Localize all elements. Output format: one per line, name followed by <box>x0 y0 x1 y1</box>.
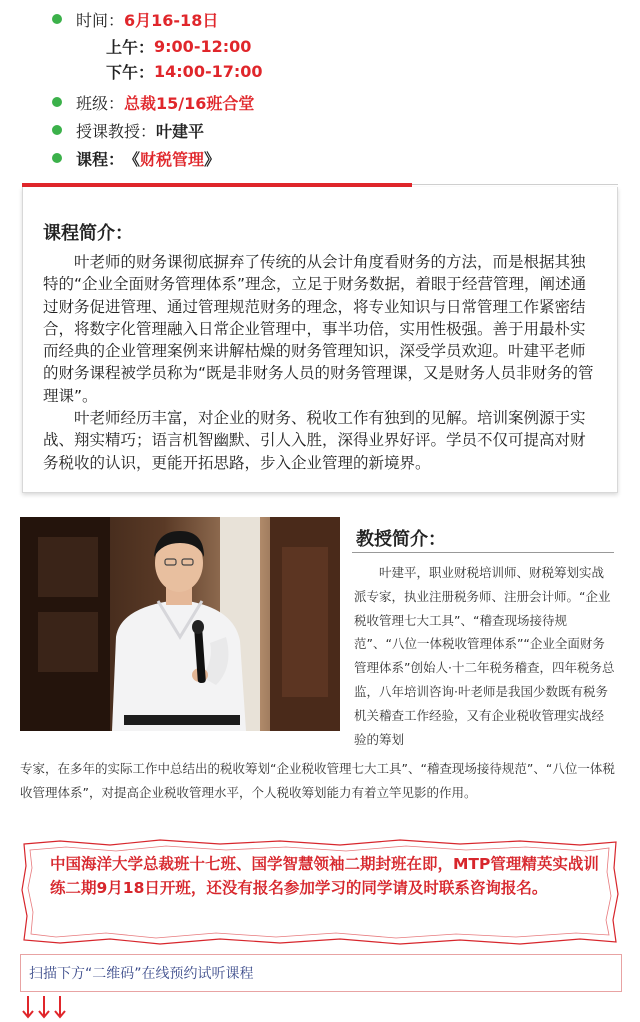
enrollment-notice-text: 中国海洋大学总裁班十七班、国学智慧领袖二期封班在即，MTP管理精英实战训练二期9月18日开班，还没有报名参加学习的同学请及时联系咨询报名。 <box>50 855 599 897</box>
course-intro-text <box>43 251 595 474</box>
bullet-dot-icon <box>52 125 62 135</box>
scan-qr-text: 扫描下方“二维码”在线预约试听课程 <box>29 966 254 982</box>
course-intro-title: 课程简介： <box>43 223 133 244</box>
down-arrows-icon <box>22 994 70 1020</box>
course-open-bracket: 《 <box>124 149 141 169</box>
time-label: 时间： <box>76 10 125 30</box>
course-intro-box <box>22 187 618 493</box>
course-label: 课程： <box>76 149 125 169</box>
professor-photo-illustration <box>20 517 340 731</box>
course-value: 财税管理 <box>140 149 205 169</box>
enrollment-notice <box>20 838 620 946</box>
info-course-row <box>52 145 220 171</box>
morning-value: 9:00-12:00 <box>154 36 252 56</box>
professor-bio-continued: 专家，在多年的实际工作中总结出的税收筹划“企业税收管理七大工具”、“稽查现场接待规范”、“八位一体税收管理体系”，对提高企业税收管理水平，个人税收筹划能力有着立竿见影的作用。 <box>20 761 615 800</box>
info-time-row <box>52 6 218 32</box>
professor-bio-text: 叶建平，职业财税培训师、财税筹划实战派专家，执业注册税务师、注册会计师。“企业税收管理七大工具”、“稽查现场接待规范”、“八位一体税收管理体系”“企业全面财务管理体系”创始人·十二年税务稽查，四年税务总监，八年培训咨询·叶老师是我国少数既有税务机关稽查工作经验，又有企业税收管理实战经验的筹划 <box>354 565 615 747</box>
bullet-dot-icon <box>52 97 62 107</box>
info-morning-row <box>106 33 251 59</box>
afternoon-value: 14:00-17:00 <box>154 61 263 81</box>
course-close-bracket: 》 <box>204 149 221 169</box>
info-class-row <box>52 89 254 115</box>
info-professor-row <box>52 117 204 143</box>
morning-label: 上午： <box>106 37 155 57</box>
professor-photo <box>20 517 340 731</box>
bullet-dot-icon <box>52 14 62 24</box>
afternoon-label: 下午： <box>106 62 155 82</box>
bullet-dot-icon <box>52 153 62 163</box>
class-label: 班级： <box>76 93 125 113</box>
professor-label: 授课教授： <box>76 121 157 141</box>
info-afternoon-row <box>106 58 263 84</box>
professor-title-divider <box>352 552 614 553</box>
course-intro-paragraph: 叶老师的财务课彻底摒弃了传统的从会计角度看财务的方法，而是根据其独特的“企业全面财务管理体系”理念，立足于财务数据，着眼于经营管理，阐述通过财务促进管理、通过管理规范财务的理念，将专业知识与日常管理工作紧密结合，将数字化管理融入日常企业管理中，事半功倍，实用性极强。善于用最朴实而经典的企业管理案例来讲解枯燥的财务管理知识，深受学员欢迎。叶建平老师的财务课程被学员称为“既是非财务人员的财务管理课，又是财务人员非财务的管理课”。 <box>43 253 594 405</box>
scan-qr-prompt[interactable] <box>20 954 622 992</box>
professor-value: 叶建平 <box>156 121 205 141</box>
professor-intro-title: 教授简介： <box>356 529 446 550</box>
course-intro-paragraph: 叶老师经历丰富，对企业的财务、税收工作有独到的见解。培训案例源于实战、翔实精巧；语言机智幽默、引人入胜，深得业界好评。学员不仅可提高对财务税收的认识，更能开拓思路，步入企业管理的新境界。 <box>43 409 586 472</box>
time-value: 6月16-18日 <box>124 10 219 30</box>
class-value: 总裁15/16班合堂 <box>124 93 255 113</box>
section-divider-grey <box>412 184 618 185</box>
